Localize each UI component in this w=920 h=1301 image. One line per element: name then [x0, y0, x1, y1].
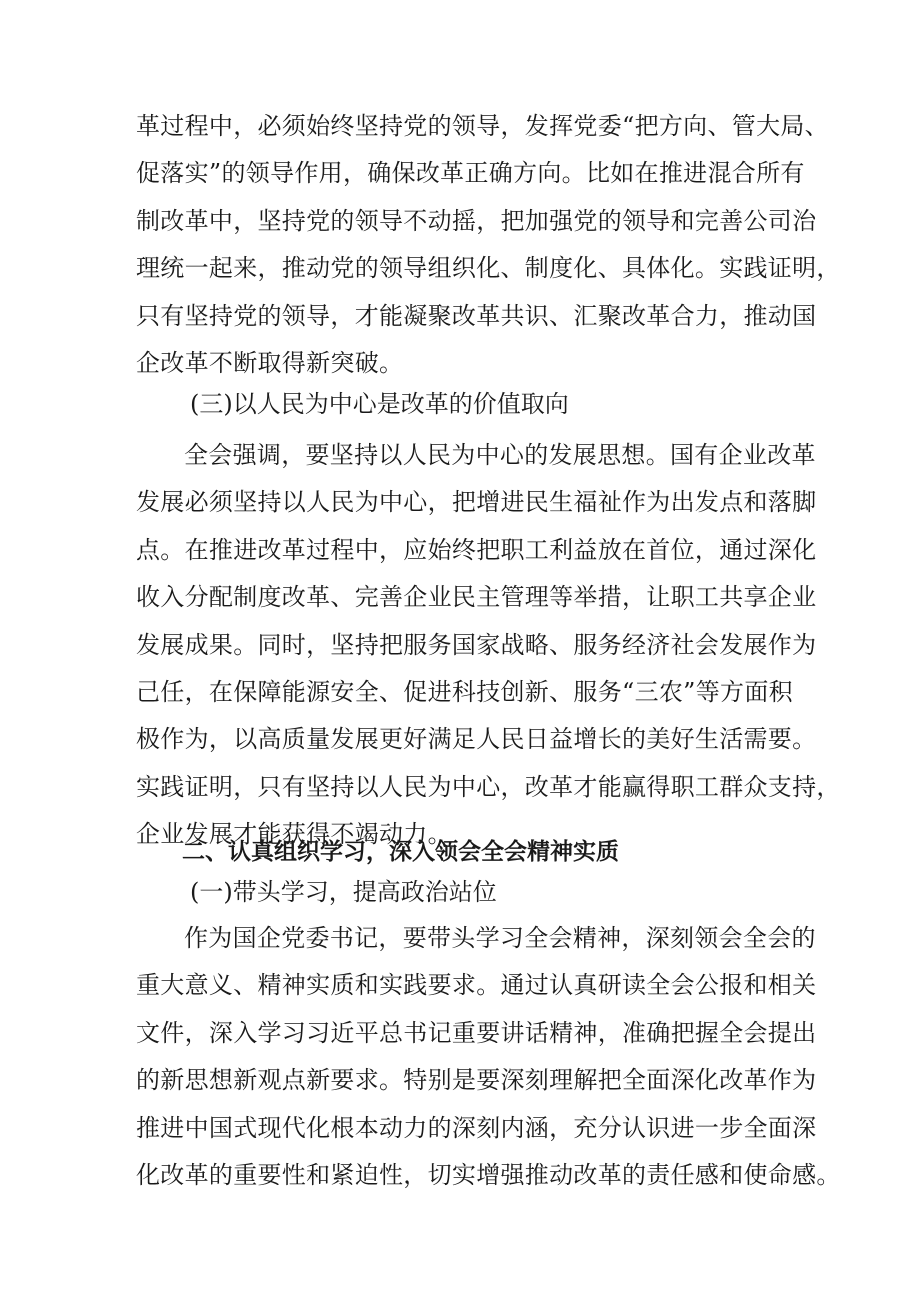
- text-line: 发展成果。同时，坚持把服务国家战略、服务经济社会发展作为: [136, 630, 817, 659]
- text-line: 企改革不断取得新突破。: [136, 349, 404, 378]
- text-line: 发展必须坚持以人民为中心，把增进民生福祉作为出发点和落脚: [136, 488, 817, 517]
- text-line: 实践证明，只有坚持以人民为中心，改革才能赢得职工群众支持，: [136, 772, 841, 801]
- text-line: 推进中国式现代化根本动力的深刻内涵，充分认识进一步全面深: [136, 1113, 817, 1142]
- text-line: 作为国企党委书记，要带头学习全会精神，深刻领会全会的: [184, 924, 816, 952]
- text-line: 收入分配制度改革、完善企业民主管理等举措，让职工共享企业: [136, 583, 817, 612]
- paragraph-lead-study: [136, 915, 841, 1199]
- text-line: 全会强调，要坚持以人民为中心的发展思想。国有企业改革: [184, 441, 816, 469]
- text-line: 促落实”的领导作用，确保改革正确方向。比如在推进混合所有: [136, 159, 805, 188]
- paragraph-people-centered: [136, 432, 841, 859]
- text-line: 理统一起来，推动党的领导组织化、制度化、具体化。实践证明，: [136, 254, 841, 283]
- text-line: 极作为，以高质量发展更好满足人民日益增长的美好生活需要。: [136, 725, 817, 754]
- text-line: 化改革的重要性和紧迫性，切实增强推动改革的责任感和使命感。: [136, 1161, 841, 1190]
- text-line: 文件，深入学习习近平总书记重要讲话精神，准确把握全会提出: [136, 1018, 817, 1047]
- text-line: 己任，在保障能源安全、促进科技创新、服务“三农”等方面积: [136, 678, 793, 707]
- section-heading-lead-study: (一)带头学习，提高政治站位: [190, 878, 497, 906]
- text-line: 革过程中，必须始终坚持党的领导，发挥党委“把方向、管大局、: [136, 112, 829, 140]
- text-line: 企业发展才能获得不竭动力。: [136, 820, 452, 849]
- text-line: 的新思想新观点新要求。特别是要深刻理解把全面深化改革作为: [136, 1066, 817, 1095]
- chapter-heading-study: 二、认真组织学习，深入领会全会精神实质: [182, 839, 619, 865]
- text-line: 点。在推进改革过程中，应始终把职工利益放在首位，通过深化: [136, 535, 817, 564]
- text-line: 只有坚持党的领导，才能凝聚改革共识、汇聚改革合力，推动国: [136, 301, 817, 330]
- text-line: 制改革中，坚持党的领导不动摇，把加强党的领导和完善公司治: [136, 206, 817, 235]
- text-line: 重大意义、精神实质和实践要求。通过认真研读全会公报和相关: [136, 971, 817, 1000]
- section-heading-people-centered: (三)以人民为中心是改革的价值取向: [190, 390, 569, 418]
- paragraph-party-leadership: [136, 103, 841, 387]
